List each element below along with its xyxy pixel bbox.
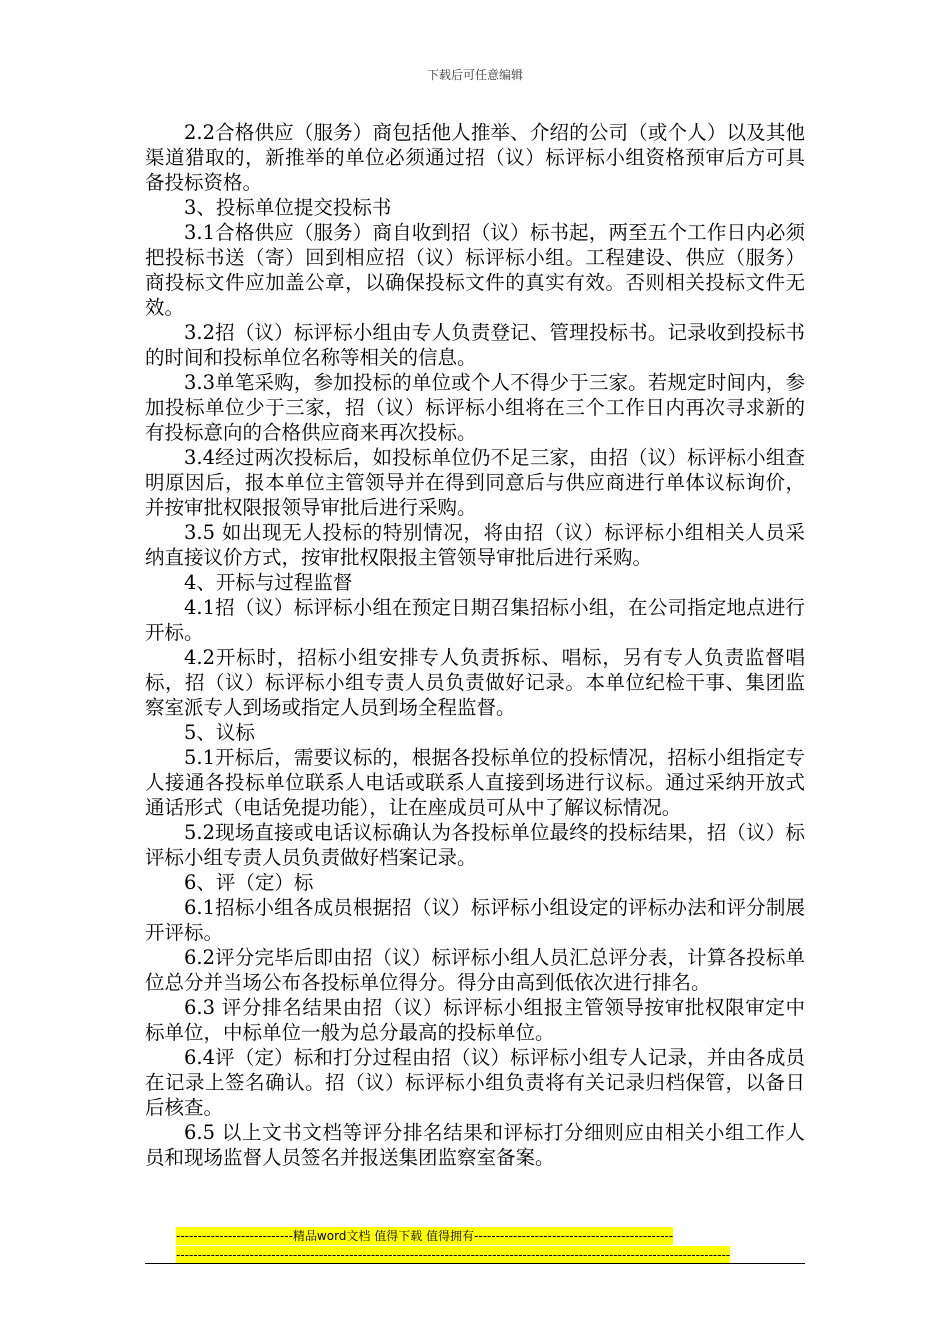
paragraph-3-4: 3.4经过两次投标后，如投标单位仍不足三家，由招（议）标评标小组查明原因后，报本单位主管领导并在得到同意后与供应商进行单体议标询价，并按审批权限报领导审批后进行采购。: [145, 446, 805, 519]
paragraph-2-2: 2.2合格供应（服务）商包括他人推举、介绍的公司（或个人）以及其他渠道猎取的，新推举的单位必须通过招（议）标评标小组资格预审后方可具备投标资格。: [145, 121, 805, 194]
section-heading-6: 6、评（定）标: [184, 871, 314, 894]
footer-banner: [176, 1227, 776, 1264]
paragraph-6-3: 6.3 评分排名结果由招（议）标评标小组报主管领导按审批权限审定中标单位，中标单位一般为总分最高的投标单位。: [145, 996, 805, 1044]
paragraph-5-1: 5.1开标后，需要议标的，根据各投标单位的投标情况，招标小组指定专人接通各投标单位联系人电话或联系人直接到场进行议标。通过采纳开放式通话形式（电话免提功能），让在座成员可从中了解议标情况。: [145, 746, 805, 819]
section-heading-5: 5、议标: [184, 721, 255, 744]
footer-divider: [145, 1263, 805, 1264]
document-body: [145, 120, 805, 1170]
section-heading-4: 4、开标与过程监督: [184, 571, 353, 594]
paragraph-3-3: 3.3单笔采购，参加投标的单位或个人不得少于三家。若规定时间内，参加投标单位少于三家，招（议）标评标小组将在三个工作日内再次寻求新的有投标意向的合格供应商来再次投标。: [145, 371, 805, 444]
paragraph-6-5: 6.5 以上文书文档等评分排名结果和评标打分细则应由相关小组工作人员和现场监督人员签名并报送集团监察室备案。: [145, 1121, 805, 1169]
paragraph-3-2: 3.2招（议）标评标小组由专人负责登记、管理投标书。记录收到投标书的时间和投标单位名称等相关的信息。: [145, 321, 805, 369]
paragraph-6-1: 6.1招标小组各成员根据招（议）标评标小组设定的评标办法和评分制展开评标。: [145, 896, 805, 944]
page-header: 下载后可任意编辑: [426, 68, 523, 82]
paragraph-4-1: 4.1招（议）标评标小组在预定日期召集招标小组，在公司指定地点进行开标。: [145, 596, 805, 644]
section-heading-3: 3、投标单位提交投标书: [184, 196, 392, 219]
paragraph-3-5: 3.5 如出现无人投标的特别情况，将由招（议）标评标小组相关人员采纳直接议价方式，按审批权限报主管领导审批后进行采购。: [145, 521, 805, 569]
paragraph-3-1: 3.1合格供应（服务）商自收到招（议）标书起，两至五个工作日内必须把投标书送（寄）回到相应招（议）标评标小组。工程建设、供应（服务）商投标文件应加盖公章，以确保投标文件的真实有效。否则相关投标文件无效。: [145, 221, 805, 319]
footer-banner-line-1: ---------------------------精品word文档 值得下载 值得拥有----------------------------------------------: [176, 1229, 674, 1243]
paragraph-5-2: 5.2现场直接或电话议标确认为各投标单位最终的投标结果，招（议）标评标小组专责人员负责做好档案记录。: [145, 821, 805, 869]
footer-banner-line-2: --------------------------------------------------------------------------------------------------------------------------------: [176, 1248, 731, 1262]
paragraph-6-2: 6.2评分完毕后即由招（议）标评标小组人员汇总评分表，计算各投标单位总分并当场公布各投标单位得分。得分由高到低依次进行排名。: [145, 946, 805, 994]
paragraph-6-4: 6.4评（定）标和打分过程由招（议）标评标小组专人记录，并由各成员在记录上签名确认。招（议）标评标小组负责将有关记录归档保管，以备日后核查。: [145, 1046, 805, 1119]
paragraph-4-2: 4.2开标时，招标小组安排专人负责拆标、唱标，另有专人负责监督唱标，招（议）标评标小组专责人员负责做好记录。本单位纪检干事、集团监察室派专人到场或指定人员到场全程监督。: [145, 646, 805, 719]
